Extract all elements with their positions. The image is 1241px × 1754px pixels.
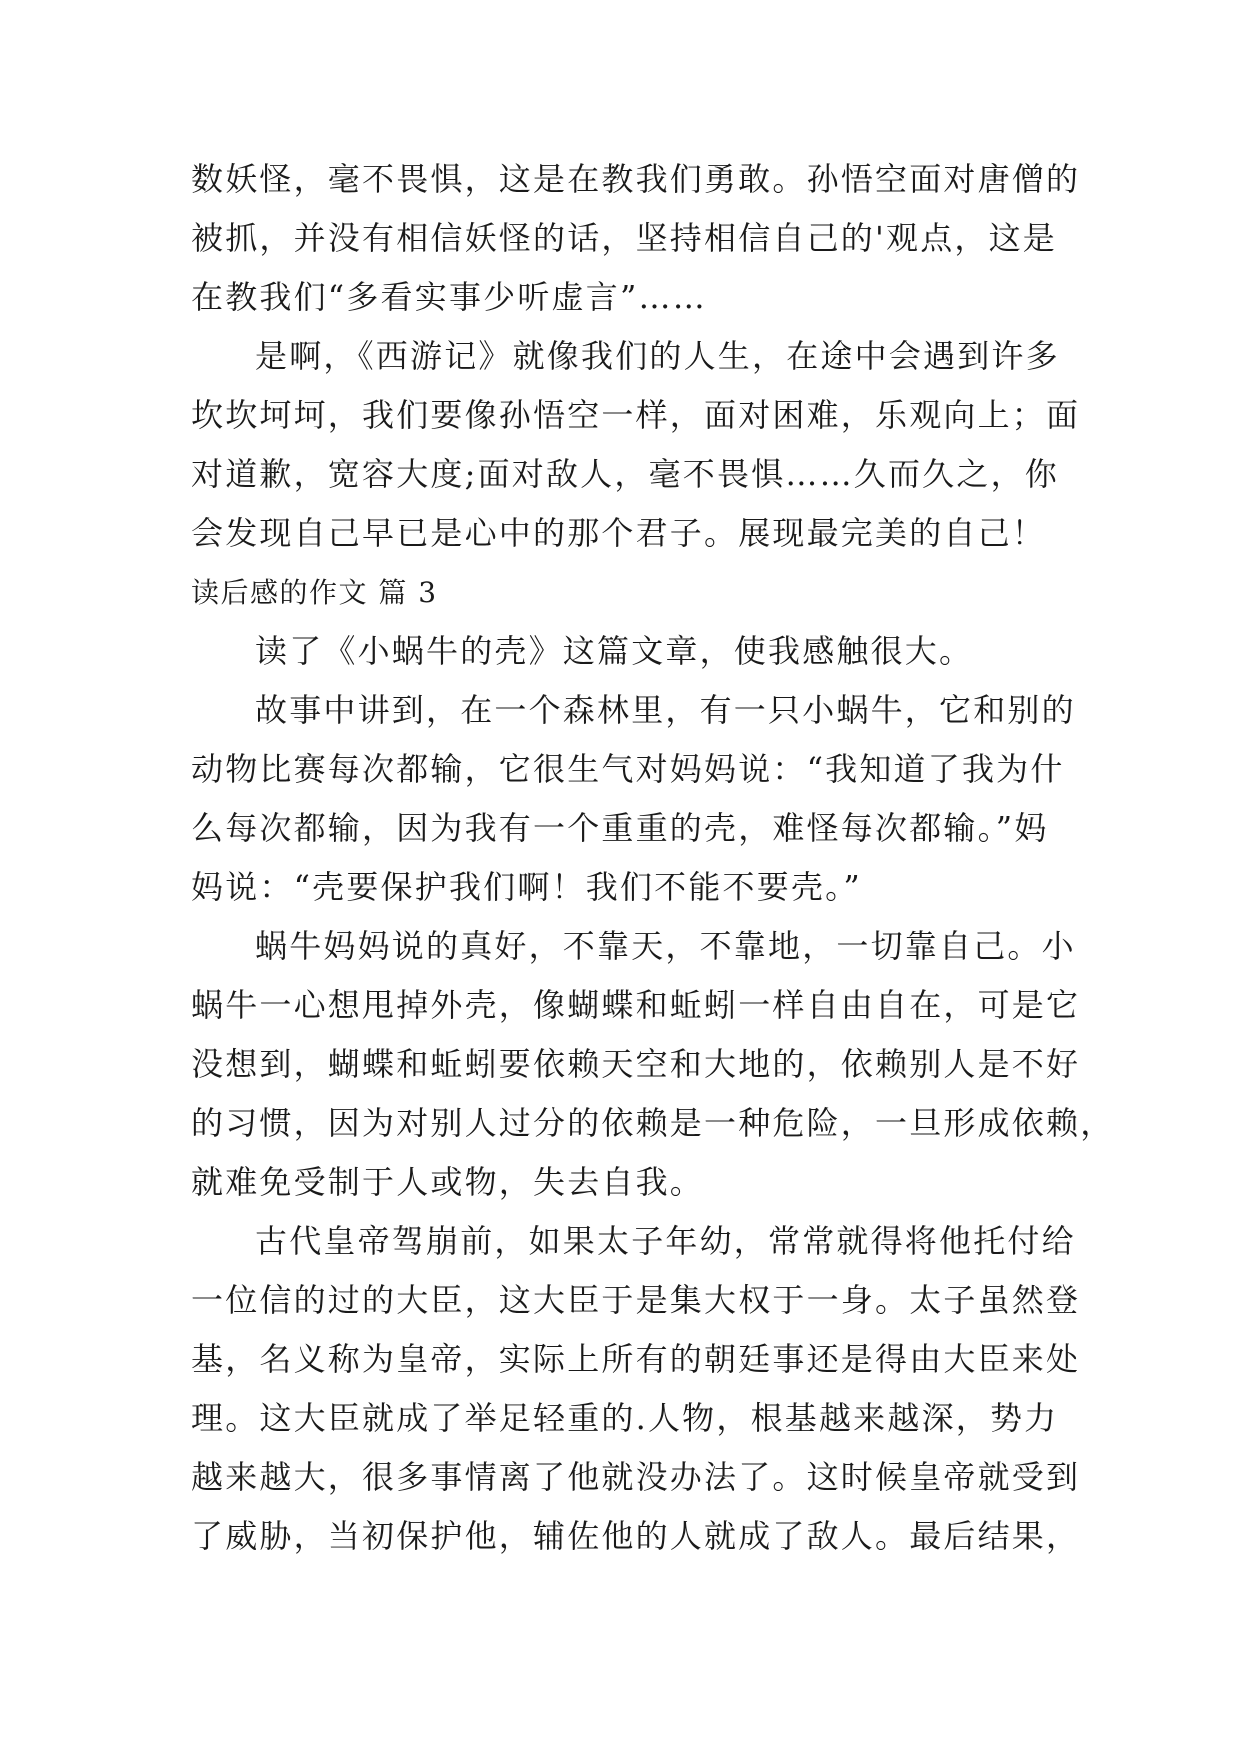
text-line: 妈说：“壳要保护我们啊！我们不能不要壳。”: [191, 868, 862, 906]
text-line: 对道歉，宽容大度;面对敌人，毫不畏惧……久而久之，你: [191, 455, 1059, 493]
text-line: 坎坎坷坷，我们要像孙悟空一样，面对困难，乐观向上；面: [191, 396, 1081, 434]
text-line: 数妖怪，毫不畏惧，这是在教我们勇敢。孙悟空面对唐僧的: [191, 160, 1081, 198]
paragraph: [191, 150, 1081, 327]
text-line: 没想到，蝴蝶和蚯蚓要依赖天空和大地的，依赖别人是不好: [191, 1045, 1081, 1083]
text-line: 会发现自己早已是心中的那个君子。展现最完美的自己！: [191, 514, 1047, 552]
text-line: 是啊，《西游记》就像我们的人生，在途中会遇到许多: [255, 337, 1060, 375]
text-line: 蜗牛妈妈说的真好，不靠天，不靠地，一切靠自己。小: [255, 927, 1076, 965]
text-line: 故事中讲到，在一个森林里，有一只小蜗牛，它和别的: [255, 691, 1076, 729]
text-line: 被抓，并没有相信妖怪的话，坚持相信自己的'观点，这是: [191, 219, 1057, 257]
text-line: 读了《小蜗牛的壳》这篇文章，使我感触很大。: [255, 632, 974, 670]
text-line: 基，名义称为皇帝，实际上所有的朝廷事还是得由大臣来处: [191, 1340, 1081, 1378]
text-line: 动物比赛每次都输，它很生气对妈妈说：“我知道了我为什: [191, 750, 1065, 788]
section-heading: 读后感的作文 篇 3: [191, 576, 438, 609]
paragraph: [191, 327, 1081, 563]
document-page: [191, 150, 1115, 1566]
text-line: 就难免受制于人或物，失去自我。: [191, 1163, 705, 1201]
text-line: 么每次都输，因为我有一个重重的壳，难怪每次都输。”妈: [191, 809, 1049, 847]
paragraph: [191, 622, 1056, 681]
text-line: 了威胁，当初保护他，辅佐他的人就成了敌人。最后结果，: [191, 1517, 1081, 1555]
paragraph: [191, 1212, 1081, 1566]
paragraph: [191, 917, 1115, 1212]
text-line: 理。这大臣就成了举足轻重的.人物，根基越来越深，势力: [191, 1399, 1059, 1437]
text-line: 的习惯，因为对别人过分的依赖是一种危险，一旦形成依赖，: [191, 1104, 1115, 1142]
text-line: 一位信的过的大臣，这大臣于是集大权于一身。太子虽然登: [191, 1281, 1081, 1319]
text-line: 越来越大，很多事情离了他就没办法了。这时候皇帝就受到: [191, 1458, 1081, 1496]
text-line: 蜗牛一心想甩掉外壳，像蝴蝶和蚯蚓一样自由自在，可是它: [191, 986, 1081, 1024]
paragraph: [191, 681, 1076, 917]
text-line: 在教我们“多看实事少听虚言”……: [191, 278, 707, 316]
text-line: 古代皇帝驾崩前，如果太子年幼，常常就得将他托付给: [255, 1222, 1076, 1260]
